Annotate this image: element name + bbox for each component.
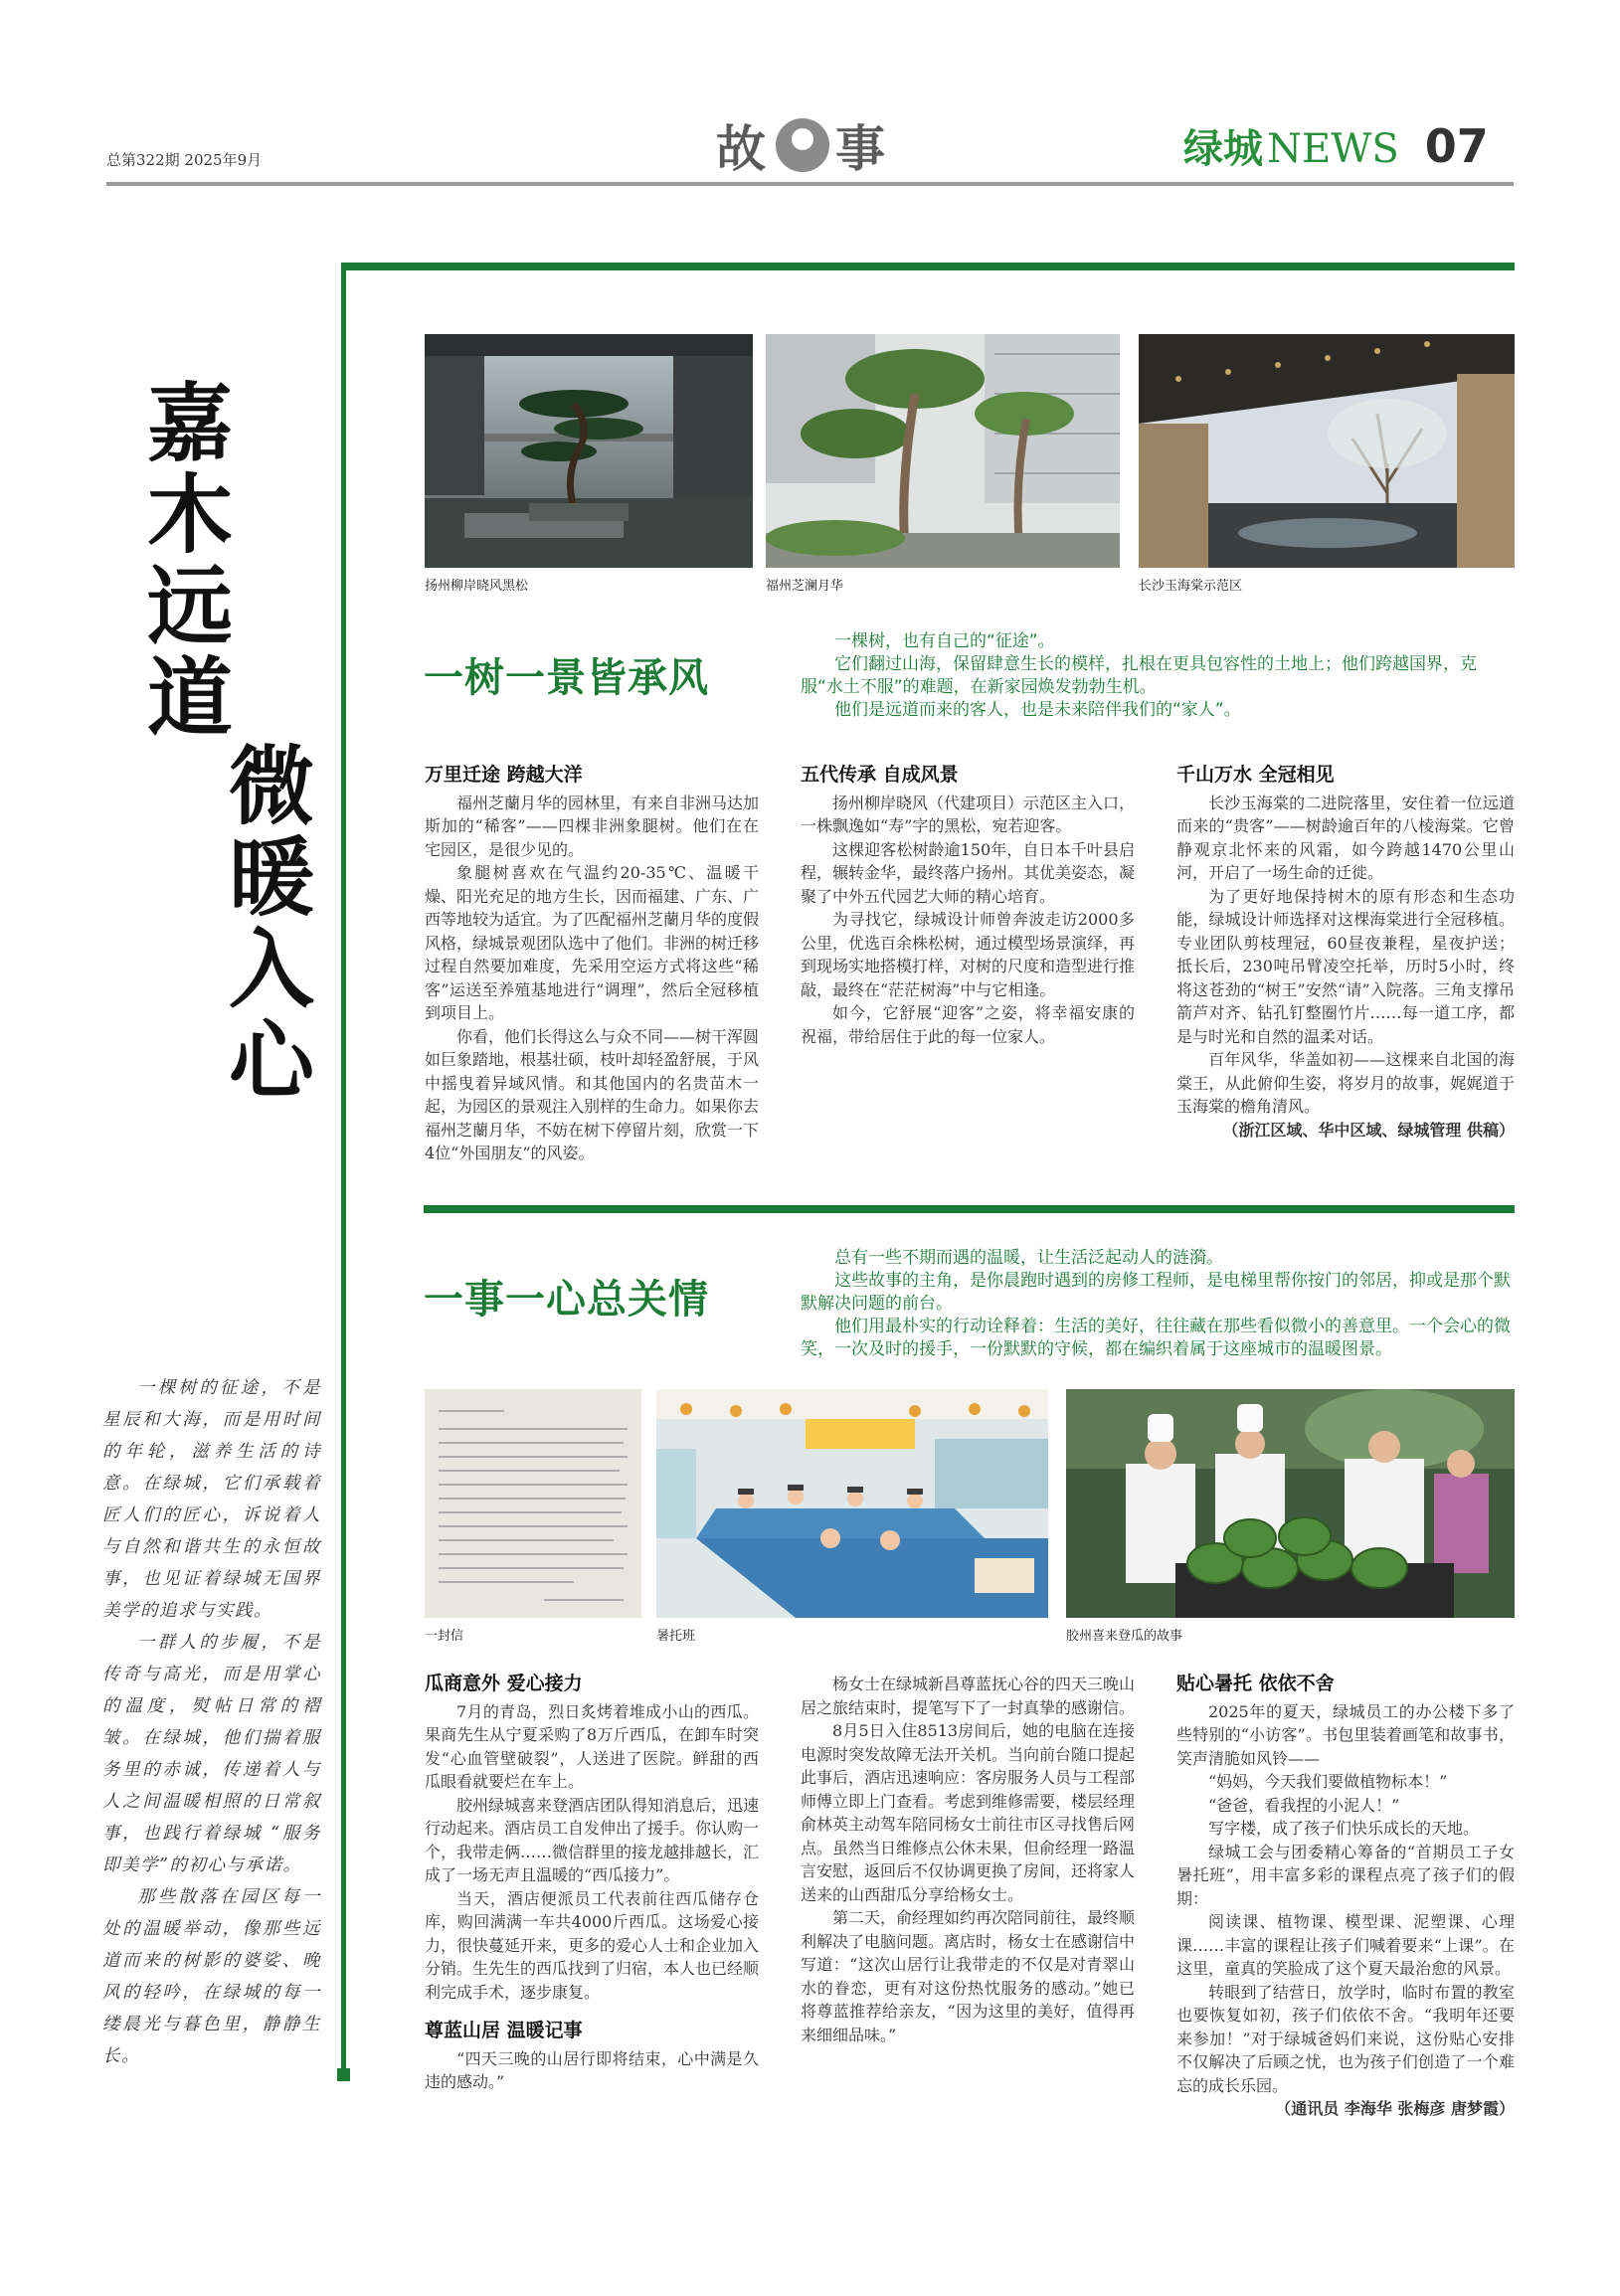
body-paragraph: 8月5日入住8513房间后，她的电脑在连接电源时突发故障无法开关机。当向前台随口提起此事后，酒店迅速响应：客房服务人员与工程部师傅立即上门查看。考虑到维修需要，楼层经理俞林英主动驾车陪同杨女士前往市区寻找售后网点。虽然当日维修点公休未果，但俞经理一路温言安慰，返回后不仅协调更换了房间，还将家人送来的山西甜瓜分享给杨女士。 [801, 1721, 1136, 1904]
photo-black-pine [425, 334, 753, 568]
body-paragraph: “爸爸，看我捏的小泥人！” [1208, 1795, 1400, 1815]
body-paragraph: 杨女士在绿城新昌尊蓝抚心谷的四天三晚山居之旅结束时，提笔写下了一封真挚的感谢信。 [801, 1675, 1136, 1717]
body-paragraph: “四天三晚的山居行即将结束，心中满是久违的感动。” [425, 2048, 759, 2091]
intro-paragraph: 他们是远道而来的客人，也是未来陪伴我们的“家人”。 [834, 700, 1241, 720]
body-paragraph: 为了更好地保持树木的原有形态和生态功能，绿城设计师选择对这棵海棠进行全冠移植。专业团队剪枝理冠，60昼夜兼程，星夜护送；抵长后，230吨吊臂凌空托举，历时5小时，终将这苍劲的“树王”安然“请”入院落。三角支撑吊箭芦对齐、钻孔钉整圈竹片……每一道工序，都是与时光和自然的温柔对话。 [1176, 886, 1515, 1046]
body-paragraph: 转眼到了结营日，放学时，临时布置的教室也要恢复如初，孩子们依依不舍。“我明年还要来参加！”对于绿城爸妈们来说，这份贴心安排不仅解决了后顾之忧，也为孩子们创造了一个难忘的成长乐园。 [1176, 1982, 1515, 2095]
col-heading: 贴心暑托 依依不舍 [1176, 1673, 1335, 1694]
section1-col-3 [1176, 764, 1515, 1142]
photo-elephant-trees [766, 334, 1120, 568]
body-paragraph: 如今，它舒展“迎客”之姿，将幸福安康的祝福，带给居住于此的每一位家人。 [801, 1003, 1135, 1046]
issue-info: 总第322期 2025年9月 [106, 151, 263, 169]
frame-left-line [341, 263, 346, 2076]
col-heading: 五代传承 自成风景 [801, 764, 959, 786]
body-paragraph: 这棵迎客松树龄逾150年，自日本千叶县启程，辗转金华，最终落户扬州。其优美姿态，凝聚了中外五代园艺大师的精心培育。 [801, 839, 1136, 906]
photo-summer-class [656, 1389, 1048, 1618]
photo-letter [425, 1389, 641, 1618]
section2-col-3 [1176, 1673, 1515, 2121]
body-paragraph: 胶州绿城喜来登酒店团队得知消息后，迅速行动起来。酒店员工自发伸出了援手。你认购一个，我带走俩……微信群里的接龙越排越长，汇成了一场无声且温暖的“西瓜接力”。 [425, 1795, 760, 1884]
body-paragraph: 2025年的夏天，绿城员工的办公楼下多了些特别的“小访客”。书包里装着画笔和故事书，笑声清脆如风铃—— [1176, 1701, 1515, 1768]
frame-end-square [337, 2068, 350, 2081]
section1-intro [801, 630, 1515, 722]
col-heading: 千山万水 全冠相见 [1176, 764, 1335, 786]
body-paragraph: 福州芝蘭月华的园林里，有来自非洲马达加斯加的“稀客”——四棵非洲象腿树。他们在在宅园区，是很少见的。 [425, 793, 760, 859]
caption-photo-3: 长沙玉海棠示范区 [1139, 579, 1243, 594]
body-paragraph: 扬州柳岸晓风（代建项目）示范区主入口，一株飘逸如“寿”字的黑松，宛若迎客。 [801, 793, 1136, 835]
intro-paragraph: 他们用最朴实的行动诠释着：生活的美好，往往藏在那些看似微小的善意里。一个会心的微笑，一次及时的援手，一份默默的守候，都在编织着属于这座城市的温暖图景。 [801, 1317, 1511, 1359]
body-paragraph: 7月的青岛，烈日炙烤着堆成小山的西瓜。果商先生从宁夏采购了8万斤西瓜，在卸车时突发“心血管壁破裂”，人送进了医院。鲜甜的西瓜眼看就要烂在车上。 [425, 1701, 759, 1791]
frame-top-bar [341, 263, 1515, 270]
body-paragraph: 象腿树喜欢在气温约20-35℃、温暖干燥、阳光充足的地方生长，因而福建、广东、广西等地较为适宜。为了匹配福州芝蘭月华的度假风格，绿城景观团队选中了他们。非洲的树迁移过程自然要加难度，先采用空运方式将这些“稀客”运送至养殖基地进行“调理”，然后全冠移植到项目上。 [425, 863, 760, 1022]
body-paragraph: 当天，酒店便派员工代表前往西瓜储存仓库，购回满满一车共4000斤西瓜。这场爱心接力，很快蔓延开来，更多的爱心人士和企业加入分销。生先生的西瓜找到了归宿，本人也已经顺利完成手术，逐步康复。 [425, 1888, 760, 2002]
left-essay [102, 1372, 321, 2072]
section1-title: 一树一景皆承风 [424, 655, 709, 701]
caption-photo-4: 一封信 [425, 1629, 464, 1644]
section-char-a: 故 [716, 119, 770, 178]
brand-name-cn: 绿城 [1183, 126, 1263, 172]
section2-col-1 [425, 1673, 759, 2094]
header-rule [106, 182, 1514, 186]
col-heading: 瓜商意外 爱心接力 [425, 1673, 583, 1694]
credit-line: （通讯员 李海华 张梅彦 唐梦霞） [1275, 2099, 1515, 2118]
credit-line: （浙江区域、华中区域、绿城管理 供稿） [1222, 1120, 1515, 1140]
section-char-b: 事 [835, 119, 889, 178]
essay-paragraph: 一棵树的征途，不是星辰和大海，而是用时间的年轮，滋养生活的诗意。在绿城，它们承载着匠人们的匠心，诉说着人与自然和谐共生的永恒故事，也见证着绿城无国界美学的追求与实践。 [102, 1378, 321, 1621]
caption-photo-6: 胶州喜来登瓜的故事 [1066, 1629, 1183, 1644]
page-number: 07 [1424, 119, 1489, 173]
vertical-title-1: 嘉木远道 [132, 378, 232, 744]
person-icon [776, 118, 829, 172]
essay-paragraph: 那些散落在园区每一处的温暖举动，像那些远道而来的树影的婆娑、晚风的轻吟，在绿城的每一缕晨光与暮色里，静静生长。 [102, 1887, 321, 2066]
caption-photo-1: 扬州柳岸晓风黑松 [425, 579, 529, 594]
col-heading: 万里迁途 跨越大洋 [425, 764, 583, 786]
essay-paragraph: 一群人的步履，不是传奇与高光，而是用掌心的温度，熨帖日常的褶皱。在绿城，他们揣着服务里的赤诚，传递着人与人之间温暖相照的日常叙事，也践行着绿城 “服务即美学”的初心与承诺。 [102, 1633, 321, 1875]
body-paragraph: 第二天，俞经理如约再次陪同前往，最终顺利解决了电脑问题。离店时，杨女士在感谢信中写道：“这次山居行让我带走的不仅是对青翠山水的眷恋，更有对这份热忱服务的感动。”她已将尊蓝推荐给亲友，“因为这里的美好，值得再来细细品味。” [801, 1908, 1136, 2044]
body-paragraph: 为寻找它，绿城设计师曾奔波走访2000多公里，优选百余株松树，通过模型场景演绎，再到现场实地搭模打样，对树的尺度和造型进行推敲，最终在“茫茫树海”中与它相逢。 [801, 910, 1136, 999]
body-paragraph: 你看，他们长得这么与众不同——树干浑圆如巨象踏地，根基壮硕，枝叶却轻盈舒展，于风中摇曳着异域风情。和其他国内的名贵苗木一起，为园区的景观注入别样的生命力。如果你去福州芝蘭月华，不妨在树下停留片刻，欣赏一下4位“外国朋友”的风姿。 [425, 1026, 760, 1162]
vertical-title-2: 微暖入心 [214, 741, 313, 1107]
body-paragraph: “妈妈，今天我们要做植物标本！” [1208, 1772, 1448, 1791]
intro-paragraph: 这些故事的主角，是你晨跑时遇到的房修工程师，是电梯里帮你按门的邻居，抑或是那个默默解决问题的前台。 [801, 1271, 1511, 1314]
section2-col-2 [801, 1673, 1135, 2046]
body-paragraph: 长沙玉海棠的二进院落里，安住着一位远道而来的“贵客”——树龄逾百年的八棱海棠。它曾静观京北怀来的风霜，如今跨越1470公里山河，开启了一场生命的迁徙。 [1176, 793, 1515, 882]
section1-col-2 [801, 764, 1135, 1048]
caption-photo-2: 福州芝澜月华 [766, 579, 844, 594]
intro-paragraph: 总有一些不期而遇的温暖，让生活泛起动人的涟漪。 [834, 1248, 1223, 1268]
caption-photo-5: 暑托班 [656, 1629, 696, 1644]
brand-block [1183, 117, 1489, 174]
photo-watermelon-chefs [1066, 1389, 1515, 1618]
section-logo [716, 109, 889, 181]
section2-intro [801, 1247, 1515, 1361]
photo-crabapple-courtyard [1139, 334, 1515, 568]
col-heading: 尊蓝山居 温暖记事 [425, 2020, 583, 2041]
intro-paragraph: 一棵树，也有自己的“征途”。 [834, 631, 1055, 651]
body-paragraph: 阅读课、植物课、模型课、泥塑课、心理课……丰富的课程让孩子们喊着要来“上课”。在这里，童真的笑脸成了这个夏天最治愈的风景。 [1176, 1912, 1515, 1978]
body-paragraph: 写字楼，成了孩子们快乐成长的天地。 [1208, 1819, 1480, 1838]
body-paragraph: 百年风华，华盖如初——这棵来自北国的海棠王，从此俯仰生姿，将岁月的故事，娓娓道于玉海棠的檐角清风。 [1176, 1050, 1515, 1116]
brand-name-en: NEWS [1267, 126, 1399, 172]
body-paragraph: 绿城工会与团委精心筹备的“首期员工子女暑托班”，用丰富多彩的课程点亮了孩子们的假期： [1176, 1842, 1515, 1908]
section1-col-1 [425, 764, 759, 1165]
section2-title: 一事一心总关情 [424, 1277, 709, 1323]
section-divider-bar [424, 1205, 1515, 1213]
intro-paragraph: 它们翻过山海，保留肆意生长的模样，扎根在更具包容性的土地上；他们跨越国界，克服“水土不服”的难题，在新家园焕发勃勃生机。 [801, 654, 1477, 697]
